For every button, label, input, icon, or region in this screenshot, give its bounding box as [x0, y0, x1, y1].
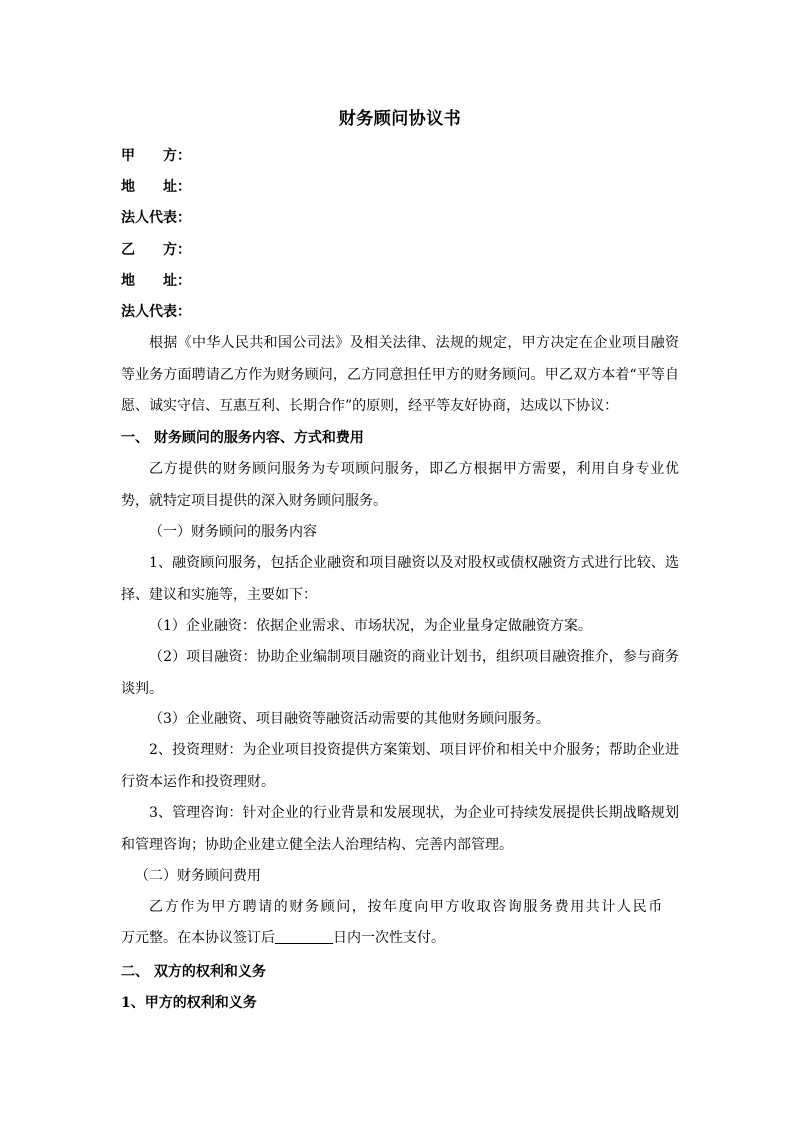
section2-sub1-heading: 1、甲方的权利和义务	[121, 995, 257, 1011]
fee-line-1: 乙方作为甲方聘请的财务顾问，按年度向甲方收取咨询服务费用共计人民币	[149, 899, 664, 915]
section1-item1-c: （3）企业融资、项目融资等融资活动需要的其他财务顾问服务。	[149, 711, 550, 727]
section1-item1-a: （1）企业融资：依据企业需求、市场状况，为企业量身定做融资方案。	[149, 618, 592, 634]
party-b-char2: 方：	[163, 242, 191, 258]
party-b-address-char2: 址：	[163, 273, 191, 289]
days-blank-field[interactable]	[275, 929, 333, 944]
party-b-label	[121, 240, 191, 260]
party-a-char2: 方：	[163, 148, 191, 164]
section1-item2: 2、投资理财：为企业项目投资提供方案策划、项目评价和相关中介服务；帮助企业进行资本运作和投资理财。	[121, 742, 679, 790]
section1-sub2-heading: （二）财务顾问费用	[135, 868, 261, 884]
party-b-char1: 乙	[121, 242, 135, 258]
party-a-label	[121, 146, 191, 166]
party-a-char1: 甲	[121, 148, 135, 164]
party-a-representative-label: 法人代表：	[121, 210, 191, 226]
fee-line-2-start: 万元整。在本协议签订后	[121, 930, 275, 946]
document-title: 财务顾问协议书	[338, 109, 462, 129]
section1-item1-b: （2）项目融资：协助企业编制项目融资的商业计划书，组织项目融资推介，参与商务谈判。	[121, 649, 679, 697]
section1-heading: 一、 财务顾问的服务内容、方式和费用	[121, 430, 364, 446]
section1-item1: 1、融资顾问服务，包括企业融资和项目融资以及对股权或债权融资方式进行比较、选择、建议和实施等，主要如下：	[121, 555, 679, 603]
preamble-paragraph: 根据《中华人民共和国公司法》及相关法律、法规的规定，甲方决定在企业项目融资等业务方面聘请乙方作为财务顾问，乙方同意担任甲方的财务顾问。甲乙双方本着“平等自愿、诚实守信、互惠互利、长期合作”的原则，经平等友好协商，达成以下协议：	[121, 335, 679, 414]
fee-line-2	[121, 928, 445, 948]
party-a-address-char2: 址：	[163, 179, 191, 195]
party-a-address-label	[121, 177, 191, 197]
party-b-address-char1: 地	[121, 273, 135, 289]
section1-item3: 3、管理咨询：针对企业的行业背景和发展现状，为企业可持续发展提供长期战略规划和管理咨询；协助企业建立健全法人治理结构、完善内部管理。	[121, 805, 679, 853]
party-b-address-label	[121, 271, 191, 291]
fee-line-2-end: 日内一次性支付。	[333, 930, 445, 946]
section1-sub1-heading: （一）财务顾问的服务内容	[149, 524, 317, 540]
section1-intro: 乙方提供的财务顾问服务为专项顾问服务，即乙方根据甲方需要，利用自身专业优势，就特定项目提供的深入财务顾问服务。	[121, 461, 679, 509]
section2-heading: 二、 双方的权利和义务	[121, 964, 266, 980]
party-b-representative-label: 法人代表：	[121, 304, 191, 320]
party-a-address-char1: 地	[121, 179, 135, 195]
